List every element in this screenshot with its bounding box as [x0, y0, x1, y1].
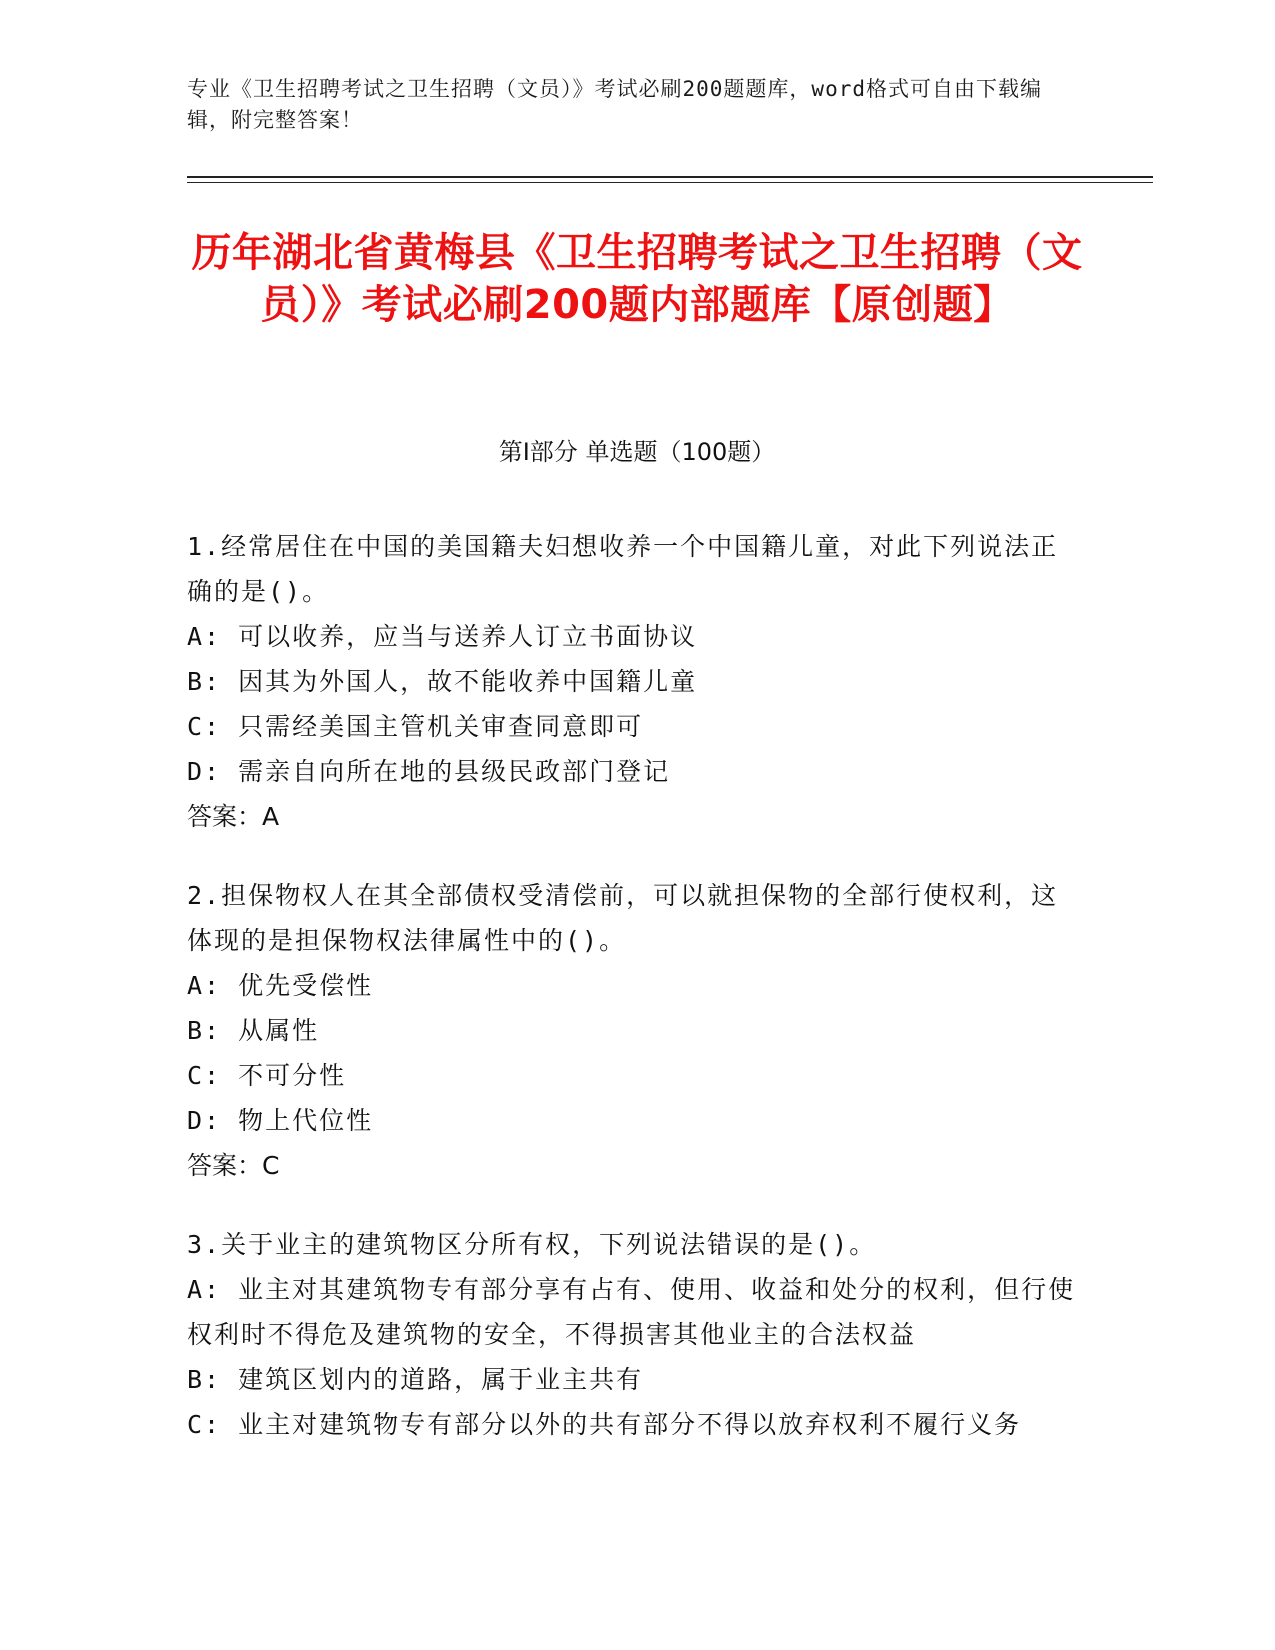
- question-stem: 1.经常居住在中国的美国籍夫妇想收养一个中国籍儿童，对此下列说法正确的是()。: [187, 532, 1059, 606]
- option-a: A: 优先受偿性: [187, 971, 374, 1000]
- option-a: A: 业主对其建筑物专有部分享有占有、使用、收益和处分的权利，但行使权利时不得危及建筑物的安全，不得损害其他业主的合法权益: [187, 1275, 1076, 1349]
- document-title: 历年湖北省黄梅县《卫生招聘考试之卫生招聘（文员）》考试必刷200题内部题库【原创题】: [191, 230, 1083, 328]
- answer-line: 答案：A: [187, 802, 280, 831]
- question-stem: 2.担保物权人在其全部债权受清偿前，可以就担保物的全部行使权利，这体现的是担保物权法律属性中的()。: [187, 881, 1059, 955]
- question-stem: 3.关于业主的建筑物区分所有权，下列说法错误的是()。: [187, 1230, 877, 1259]
- option-c: C: 不可分性: [187, 1061, 347, 1090]
- option-b: B: 从属性: [187, 1016, 320, 1045]
- option-b: B: 建筑区划内的道路，属于业主共有: [187, 1365, 644, 1394]
- option-d: D: 需亲自向所在地的县级民政部门登记: [187, 757, 671, 786]
- option-c: C: 只需经美国主管机关审查同意即可: [187, 712, 644, 741]
- answer-line: 答案：C: [187, 1151, 280, 1180]
- header-note: 专业《卫生招聘考试之卫生招聘（文员）》考试必刷200题题库，word格式可自由下载编辑，附完整答案！: [187, 77, 1042, 132]
- question-3: [187, 1222, 1077, 1447]
- header-rule-thick: [187, 176, 1153, 178]
- option-d: D: 物上代位性: [187, 1106, 374, 1135]
- option-b: B: 因其为外国人，故不能收养中国籍儿童: [187, 667, 698, 696]
- header-rule-thin: [187, 182, 1153, 183]
- question-2: [187, 873, 1077, 1188]
- option-a: A: 可以收养，应当与送养人订立书面协议: [187, 622, 698, 651]
- question-1: [187, 524, 1077, 839]
- section-title: 第Ⅰ部分 单选题（100题）: [498, 438, 776, 466]
- question-list: [187, 524, 1077, 1481]
- option-c: C: 业主对建筑物专有部分以外的共有部分不得以放弃权利不履行义务: [187, 1410, 1022, 1439]
